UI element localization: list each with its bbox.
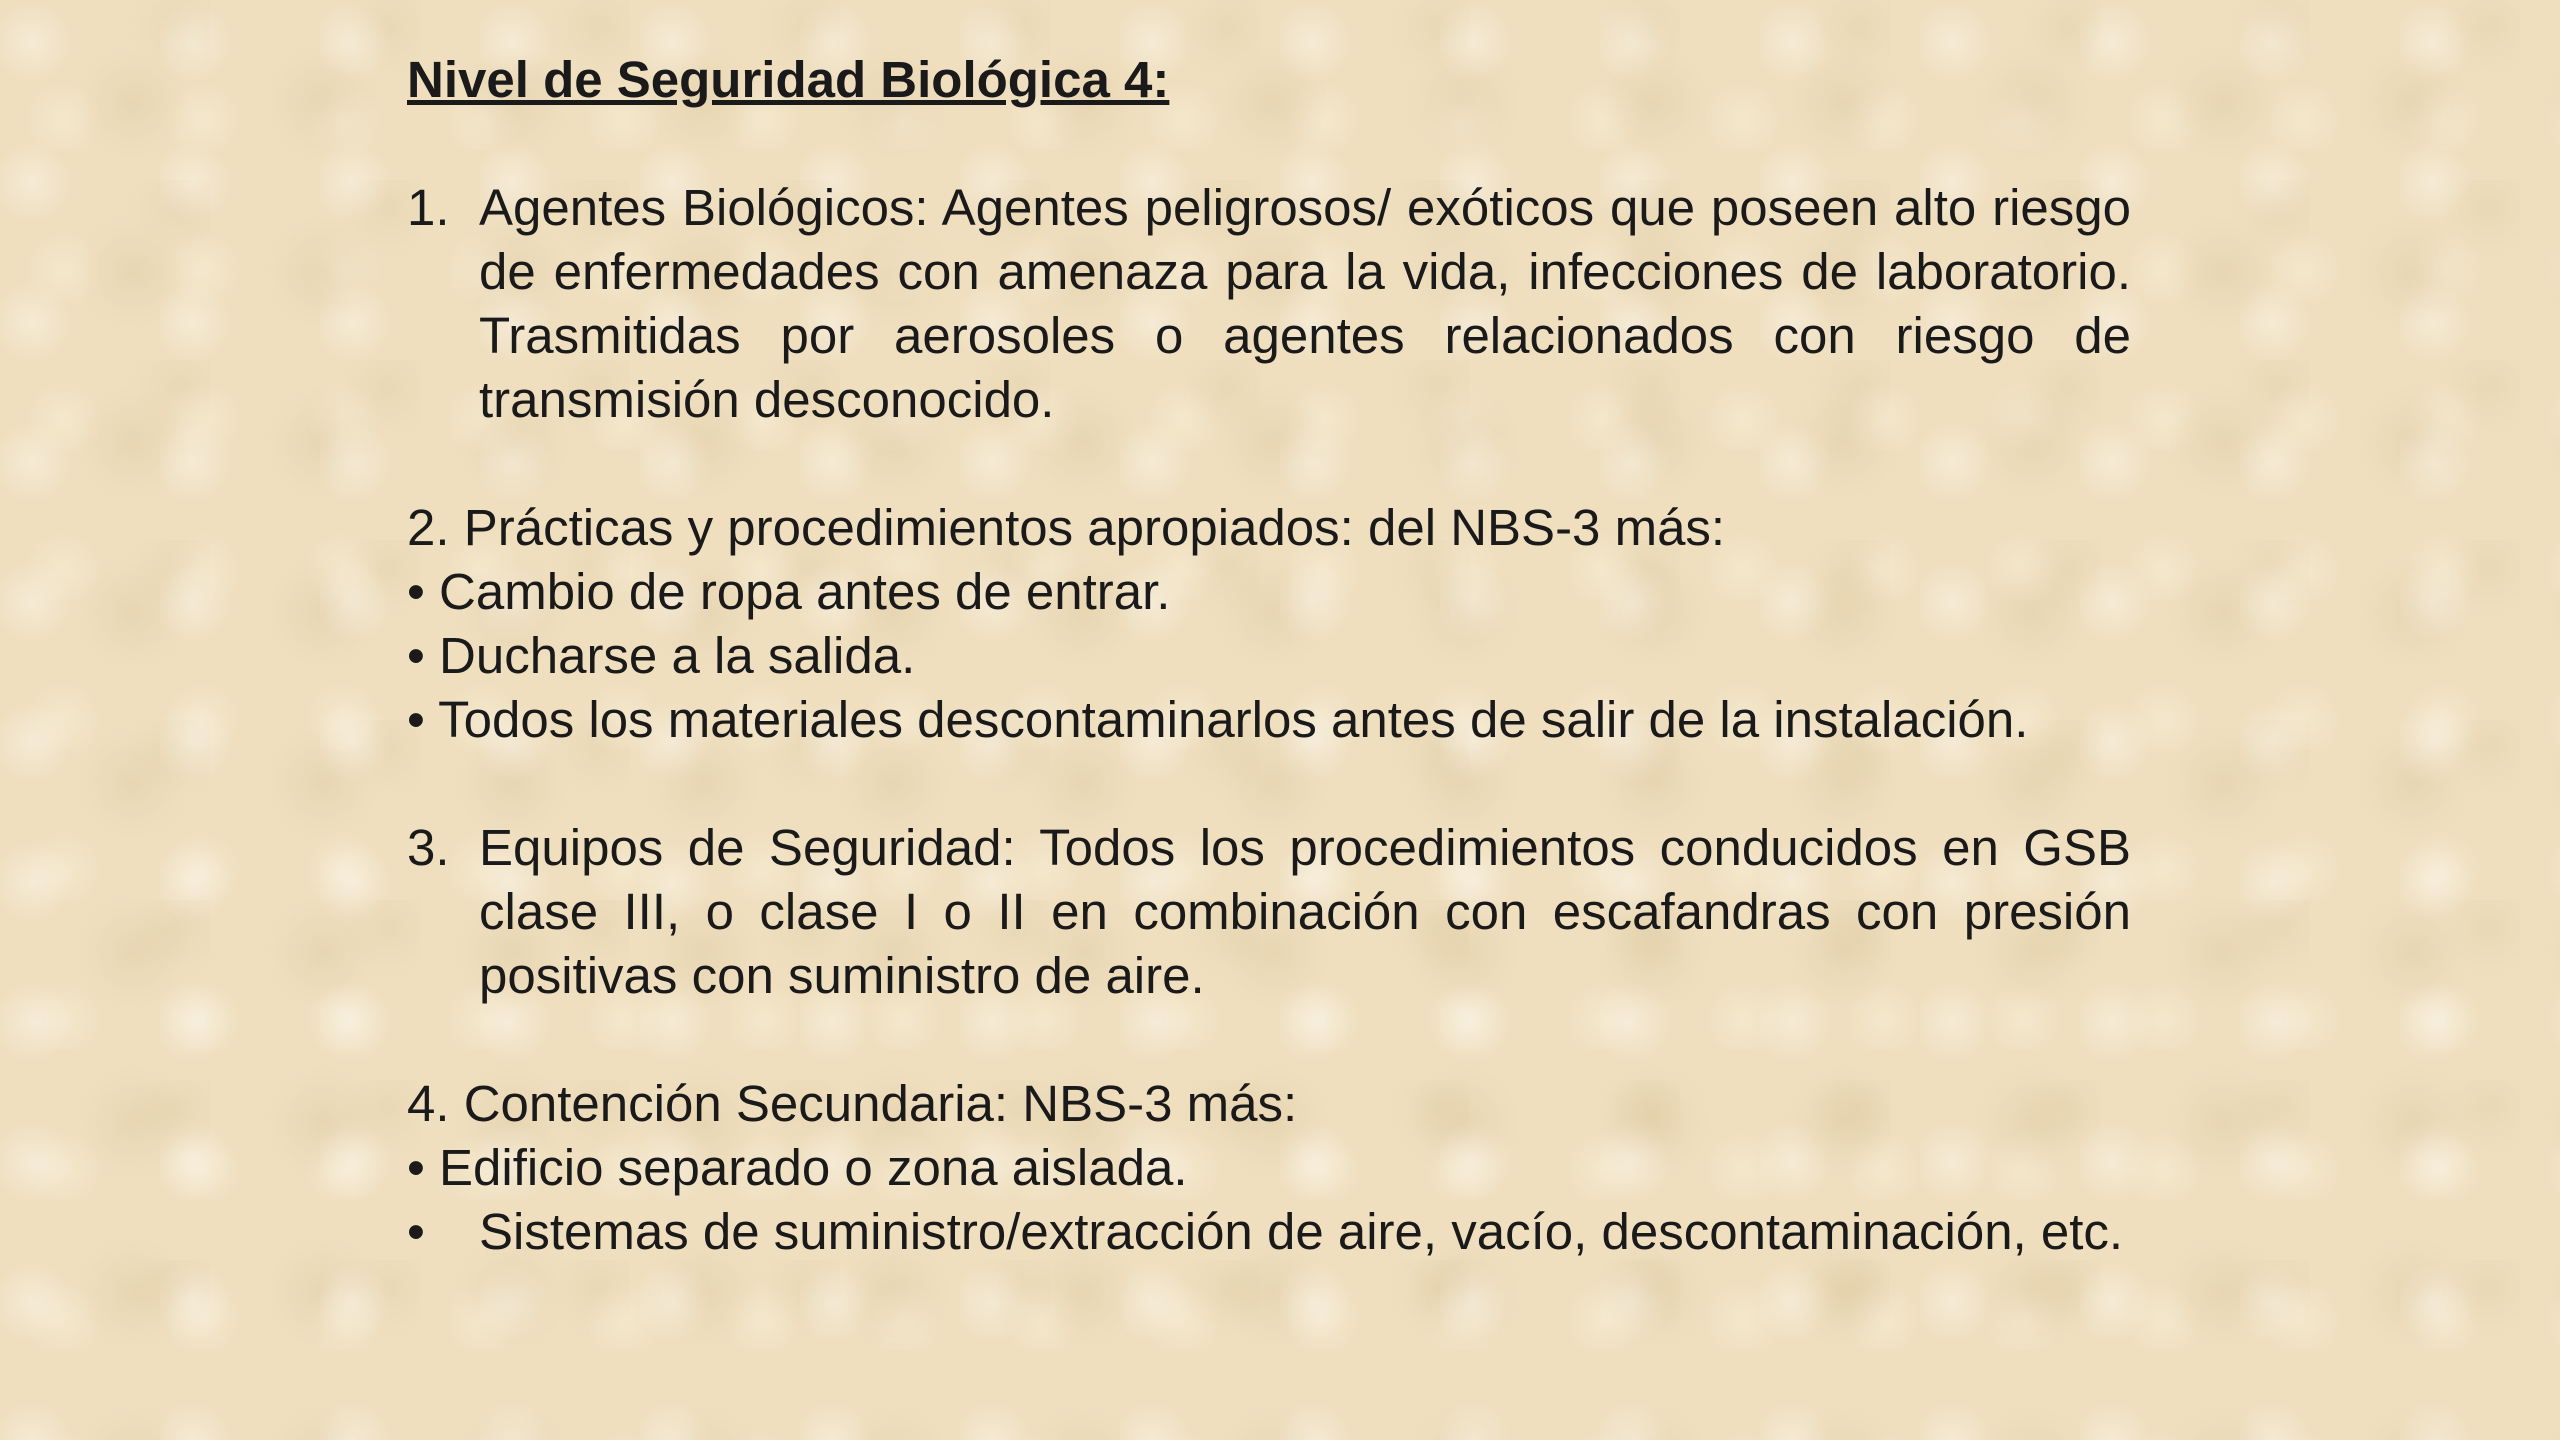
section-4-last-bullet-text: Sistemas de suministro/extracción de aire, vacío, descontaminación, etc. [479,1203,2124,1260]
spacer [407,432,2131,496]
section-2-bullet: • Ducharse a la salida. [407,627,916,684]
section-3-number: 3. [407,819,450,876]
section-2-bullet: • Cambio de ropa antes de entrar. [407,563,1171,620]
section-4-bullet: • Edificio separado o zona aislada. [407,1139,1188,1196]
slide-content [407,48,2131,1264]
section-2-heading: 2. Prácticas y procedimientos apropiados: del NBS-3 más: [407,499,1726,556]
section-1-number: 1. [407,179,450,236]
slide-title: Nivel de Seguridad Biológica 4: [407,51,1170,108]
section-4-heading: 4. Contención Secundaria: NBS-3 más: [407,1075,1298,1132]
section-1-text: Agentes Biológicos: Agentes peligrosos/ exóticos que poseen alto riesgo de enfermedades con amenaza para la vida, infecciones de laboratorio. Trasmitidas por aerosoles o agentes relacionados con riesgo de transmisión desconocido. [479,179,2131,428]
section-3-text: Equipos de Seguridad: Todos los procedimientos conducidos en GSB clase III, o clase I o II en combinación con escafandras con presión positivas con suministro de aire. [479,819,2131,1004]
section-1 [407,176,2131,432]
section-2-bullet: • Todos los materiales descontaminarlos antes de salir de la instalación. [407,691,2029,748]
bullet-mark: • [407,1203,425,1260]
section-4-last-bullet [407,1200,2131,1264]
section-3 [407,816,2131,1008]
spacer [407,752,2131,816]
spacer [407,1008,2131,1072]
